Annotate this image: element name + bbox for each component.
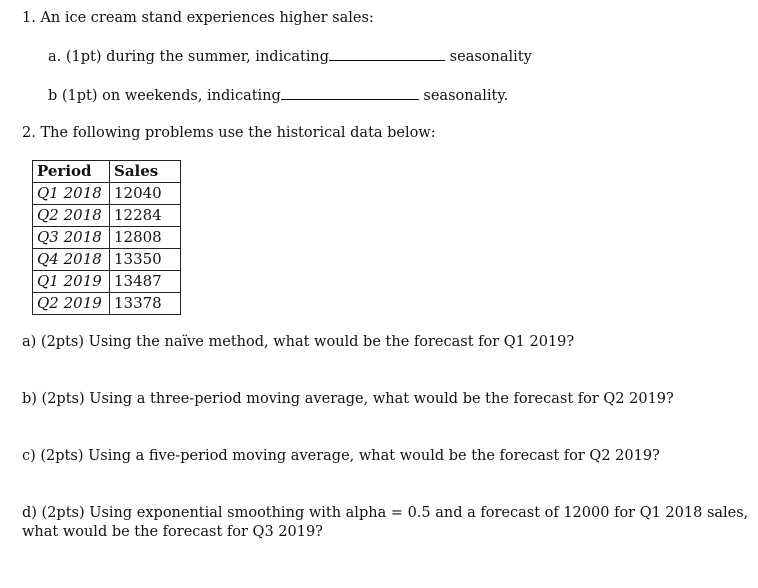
table-row xyxy=(33,271,181,293)
table-row xyxy=(33,227,181,249)
cell-period: Q2 2018 xyxy=(33,205,110,227)
question-2d-line2: what would be the forecast for Q3 2019? xyxy=(22,524,323,540)
cell-sales: 13350 xyxy=(110,249,181,271)
question-1a-prefix: a. (1pt) during the summer, indicating xyxy=(48,49,330,65)
cell-sales: 12284 xyxy=(110,205,181,227)
question-1a xyxy=(48,46,532,65)
question-2d-line1: d) (2pts) Using exponential smoothing with alpha = 0.5 and a forecast of 12000 for Q1 2018 sales, xyxy=(22,505,749,521)
answer-blank-1b[interactable] xyxy=(281,85,419,100)
question-1b-prefix: b (1pt) on weekends, indicating xyxy=(48,88,281,104)
header-period: Period xyxy=(33,161,110,183)
cell-period: Q1 2018 xyxy=(33,183,110,205)
question-1b xyxy=(48,85,508,104)
question-1-stem: 1. An ice cream stand experiences higher sales: xyxy=(22,10,374,26)
question-1a-suffix: seasonality xyxy=(449,49,532,65)
question-2b: b) (2pts) Using a three-period moving average, what would be the forecast for Q2 2019? xyxy=(22,391,674,407)
answer-blank-1a[interactable] xyxy=(329,46,445,61)
historical-sales-table xyxy=(32,160,181,315)
cell-sales: 13487 xyxy=(110,271,181,293)
cell-period: Q3 2018 xyxy=(33,227,110,249)
question-2-stem: 2. The following problems use the historical data below: xyxy=(22,125,436,141)
table-row xyxy=(33,183,181,205)
question-1b-suffix: seasonality. xyxy=(423,88,509,104)
table-row xyxy=(33,249,181,271)
cell-period: Q2 2019 xyxy=(33,293,110,315)
header-sales: Sales xyxy=(110,161,181,183)
cell-period: Q1 2019 xyxy=(33,271,110,293)
question-2a: a) (2pts) Using the naïve method, what would be the forecast for Q1 2019? xyxy=(22,334,575,350)
cell-sales: 13378 xyxy=(110,293,181,315)
question-2c: c) (2pts) Using a five-period moving average, what would be the forecast for Q2 2019? xyxy=(22,448,660,464)
table-row xyxy=(33,205,181,227)
table-row xyxy=(33,293,181,315)
cell-sales: 12808 xyxy=(110,227,181,249)
cell-sales: 12040 xyxy=(110,183,181,205)
table-header-row xyxy=(33,161,181,183)
cell-period: Q4 2018 xyxy=(33,249,110,271)
